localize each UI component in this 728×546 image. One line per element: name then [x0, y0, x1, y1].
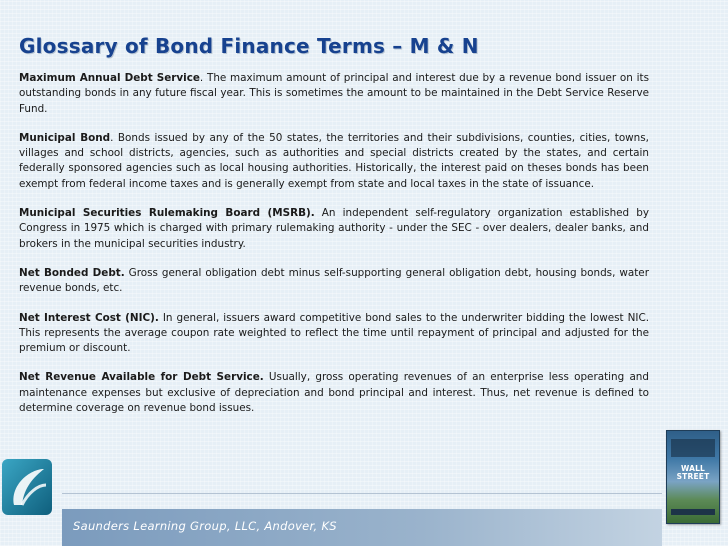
- footer: [0, 493, 728, 546]
- glossary-entry: [19, 71, 649, 117]
- book-header-band: [671, 439, 715, 457]
- glossary-definition: . The maximum amount of principal and interest due by a revenue bond issuer on its outstanding bonds in any future fiscal year. This is sometimes the amount to be maintained in the Debt Service Reserve Fund.: [19, 72, 649, 115]
- glossary-definition: Gross general obligation debt minus self-supporting general obligation debt, housing bonds, water revenue bonds, etc.: [19, 266, 649, 295]
- glossary-term: Municipal Bond: [19, 131, 111, 144]
- glossary-entry: [19, 370, 649, 416]
- glossary-term: Net Revenue Available for Debt Service.: [19, 371, 264, 384]
- glossary-definition: . Bonds issued by any of the 50 states, the territories and their subdivisions, counties, cities, towns, villages and school districts, agencies, such as authorities and special districts created by the states, and certain federally sponsored agencies such as local housing authorities. Historically, the interest paid on theses bonds has been exempt from federal income taxes and is generally exempt from state and local taxes in the state of issuance.: [19, 131, 649, 190]
- footer-divider: [62, 493, 662, 494]
- glossary-list: [19, 71, 649, 430]
- book-author-band: [671, 509, 715, 515]
- glossary-definition: In general, issuers award competitive bond sales to the underwriter bidding the lowest NIC. This represents the average coupon rate weighted to reflect the time until repayment of principal and adjusted for the premium or discount.: [19, 311, 649, 355]
- book-title: WALL STREET: [676, 464, 710, 481]
- glossary-entry: [19, 266, 649, 297]
- footer-text: Saunders Learning Group, LLC, Andover, KS: [73, 519, 337, 533]
- glossary-term: Municipal Securities Rulemaking Board (MSRB).: [19, 207, 315, 220]
- slide-title: Glossary of Bond Finance Terms – M & N: [19, 34, 479, 58]
- glossary-definition: An independent self-regulatory organization established by Congress in 1975 which is charged with primary rulemaking authority - under the SEC - over dealers, dealer banks, and brokers in the municipal securities industry.: [19, 207, 650, 250]
- glossary-entry: [19, 206, 649, 252]
- glossary-term: Maximum Annual Debt Service: [19, 72, 200, 84]
- glossary-entry: [19, 311, 649, 357]
- book-cover-image: [666, 430, 720, 524]
- glossary-definition: Usually, gross operating revenues of an enterprise less operating and maintenance expenses but exclusive of depreciation and bond principal and interest. Thus, net revenue is defined to determine coverage on revenue bond issues.: [19, 371, 649, 415]
- glossary-term: Net Interest Cost (NIC).: [19, 311, 159, 324]
- glossary-entry: [19, 131, 649, 192]
- glossary-term: Net Bonded Debt.: [19, 266, 125, 279]
